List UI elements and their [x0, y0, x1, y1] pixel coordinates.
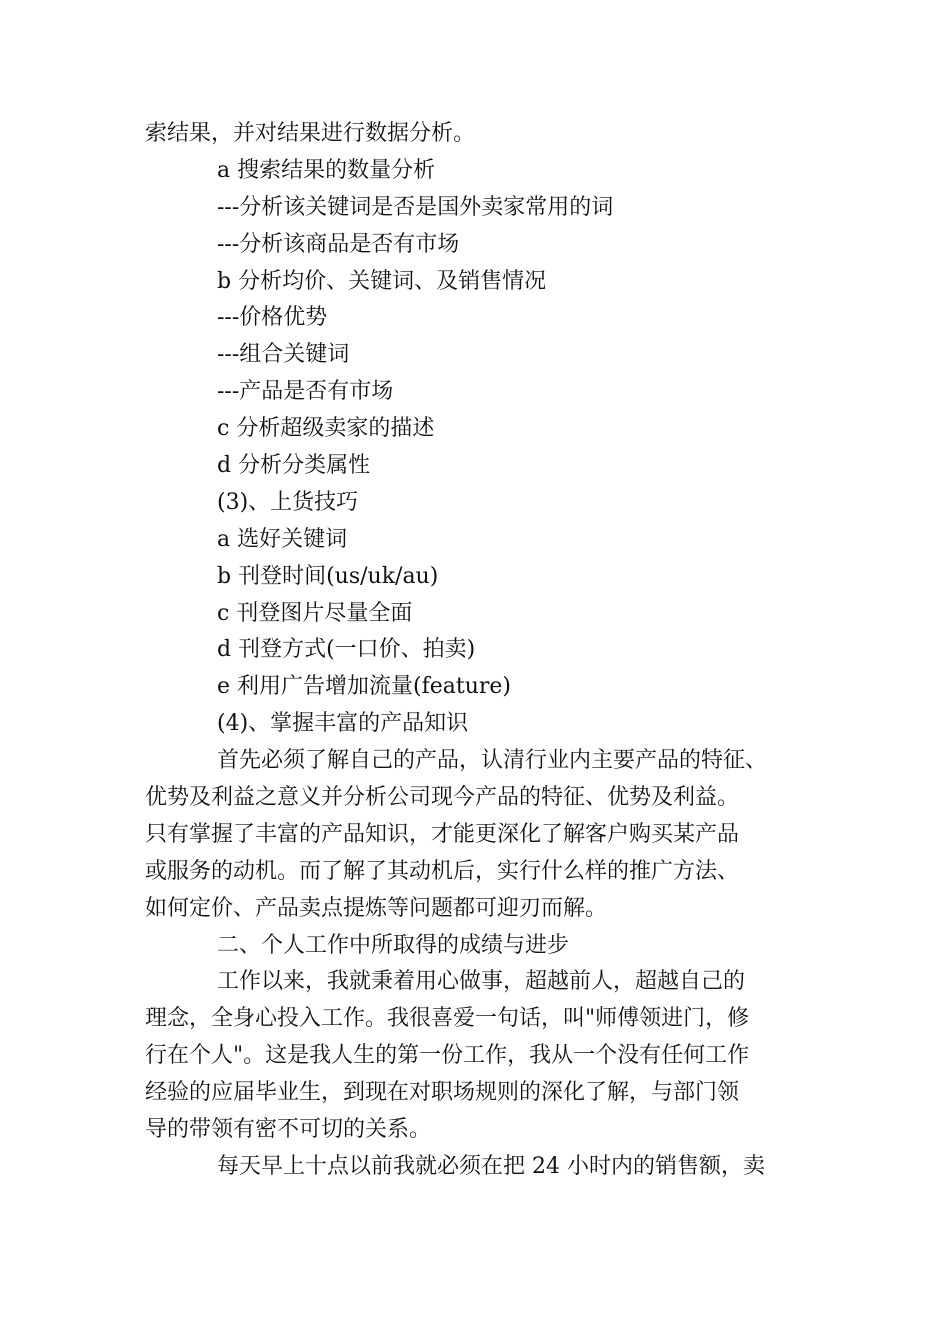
text-line: 二、个人工作中所取得的成绩与进步	[217, 932, 570, 958]
text-line: ---价格优势	[217, 305, 328, 331]
text-line: 理念，全身心投入工作。我很喜爱一句话，叫"师傅领进门，修	[145, 1006, 750, 1032]
text-line: e 利用广告增加流量(feature)	[217, 674, 512, 700]
text-line: 索结果，并对结果进行数据分析。	[145, 121, 476, 146]
text-line: 经验的应届毕业生，到现在对职场规则的深化了解，与部门领	[145, 1080, 740, 1106]
text-line: a 选好关键词	[217, 526, 348, 552]
text-line: 工作以来，我就秉着用心做事，超越前人，超越自己的	[217, 969, 746, 995]
text-line: c 分析超级卖家的描述	[217, 416, 435, 442]
text-line: 如何定价、产品卖点提炼等问题都可迎刃而解。	[145, 895, 608, 921]
text-line: d 刊登方式(一口价、拍卖)	[217, 637, 476, 663]
document-body	[145, 116, 805, 1186]
text-line: ---分析该关键词是否是国外卖家常用的词	[217, 194, 614, 220]
text-line: b 分析均价、关键词、及销售情况	[217, 268, 547, 294]
text-line: 每天早上十点以前我就必须在把 24 小时内的销售额，卖	[217, 1153, 765, 1179]
text-line: b 刊登时间(us/uk/au)	[217, 563, 439, 589]
text-line: 首先必须了解自己的产品，认清行业内主要产品的特征、	[217, 748, 768, 774]
text-line: (4)、掌握丰富的产品知识	[217, 711, 469, 737]
text-line: a 搜索结果的数量分析	[217, 157, 436, 183]
text-line: c 刊登图片尽量全面	[217, 600, 413, 626]
text-line: ---产品是否有市场	[217, 379, 394, 405]
text-line: 行在个人"。这是我人生的第一份工作，我从一个没有任何工作	[145, 1043, 750, 1069]
text-line: 优势及利益之意义并分析公司现今产品的特征、优势及利益。	[145, 785, 740, 811]
text-line: ---组合关键词	[217, 342, 350, 368]
text-line: d 分析分类属性	[217, 453, 371, 479]
text-line: 导的带领有密不可切的关系。	[145, 1117, 432, 1143]
text-line: 只有掌握了丰富的产品知识，才能更深化了解客户购买某产品	[145, 821, 740, 847]
text-line: 或服务的动机。而了解了其动机后，实行什么样的推广方法、	[145, 858, 740, 884]
text-line: (3)、上货技巧	[217, 489, 359, 515]
text-line: ---分析该商品是否有市场	[217, 231, 460, 257]
